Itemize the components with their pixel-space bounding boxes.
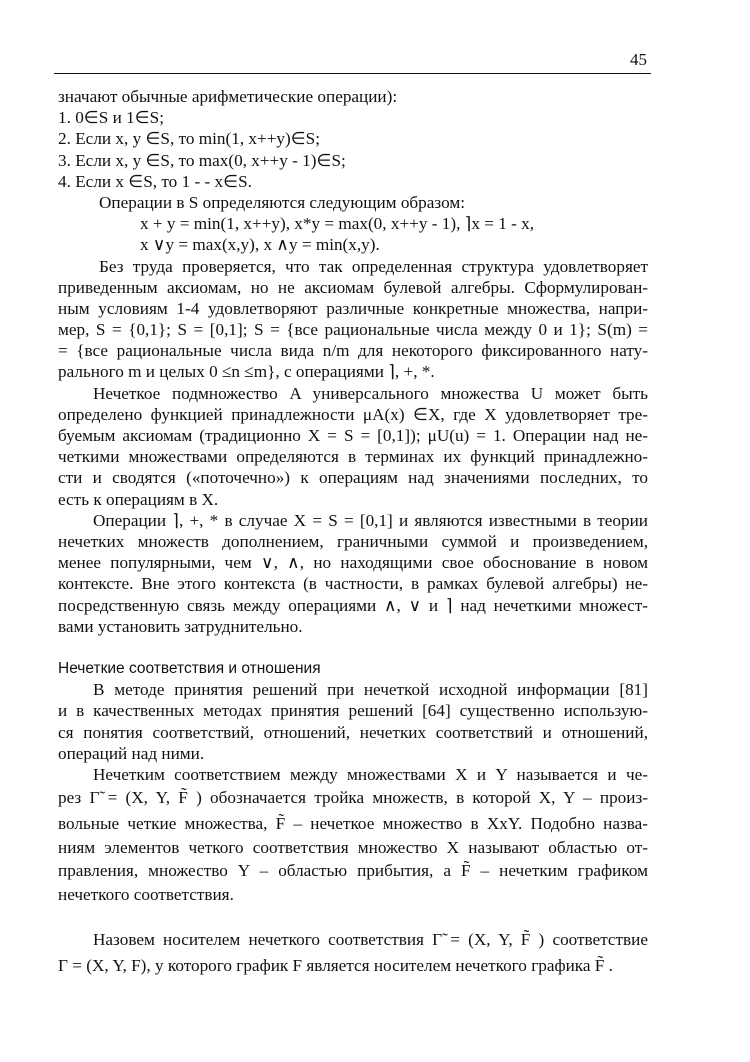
text-line: определено функцией принадлежности μA(x) ∈X, где X удовлетворяет тре- — [58, 404, 648, 424]
text-line: значают обычные арифметические операции): — [58, 87, 398, 106]
text-line: x + y = min(1, x++y), x*y = max(0, x++y - 1), ⌉x = 1 - x, — [140, 214, 535, 234]
text-line: вольные четкие множества, F̃ – нечеткое множество в XxY. Подобно назва- — [58, 814, 648, 834]
text-line: Операции ⌉, +, * в случае X = S = [0,1] и являются известными в теории — [93, 510, 648, 530]
text-line: и в качественных методах принятия решений [64] существенно использую- — [58, 701, 648, 721]
text-line: контексте. Вне этого контекста (в частности, в рамках булевой алгебры) не- — [58, 574, 648, 594]
text-line: 2. Если x, y ∈S, то min(1, x++y)∈S; — [58, 129, 321, 149]
text-line: менее популярными, чем ∨, ∧, но находящими свое обоснование в новом — [58, 553, 648, 573]
text-line: В методе принятия решений при нечеткой исходной информации [81] — [93, 680, 648, 700]
header-rule — [54, 73, 651, 74]
text-line: x ∨y = max(x,y), x ∧y = min(x,y). — [140, 235, 380, 255]
body-text — [58, 86, 648, 979]
text-line: рез Γ̃ = (X, Y, F̃ ) обозначается тройка множеств, в которой X, Y – произ- — [58, 788, 648, 808]
text-line: посредственную связь между операциями ∧, ∨ и ⌉ над нечеткими множест- — [58, 595, 648, 615]
text-line: мер, S = {0,1}; S = [0,1]; S = {все рациональные числа между 0 и 1}; S(m) = — [58, 320, 648, 340]
text-line: есть к операциям в X. — [58, 489, 219, 509]
blank-line — [58, 637, 648, 658]
section-heading: Нечеткие соответствия и отношения — [58, 660, 321, 678]
blank-line — [58, 906, 648, 927]
text-line: Без труда проверяется, что так определенная структура удовлетворяет — [99, 256, 648, 276]
text-line: Нечеткое подмножество A универсального множества U может быть — [93, 383, 648, 403]
text-line: нечетких множеств дополнением, граничными суммой и произведением, — [58, 531, 648, 551]
text-line: нечеткого соответствия. — [58, 885, 234, 905]
text-line: Операции в S определяются следующим образом: — [99, 192, 465, 212]
text-line: четкими множествами определяются в терминах их функций принадлежно- — [58, 447, 648, 467]
text-line: ным условиям 1-4 удовлетворяют различные конкретные множества, напри- — [58, 298, 648, 318]
text-line: правления, множество Y – областью прибытия, а F̃ – нечетким графиком — [58, 861, 648, 881]
text-line: буемым аксиомам (традиционно X = S = [0,1]); μU(u) = 1. Операции над не- — [58, 426, 648, 445]
text-line: ся понятия соответствий, отношений, нечетких соответствий и отношений, — [58, 722, 648, 742]
text-line: рального m и целых 0 ≤n ≤m}, с операциями ⌉, +, *. — [58, 362, 435, 382]
text-line: ниям элементов четкого соответствия множество X называют областью от- — [58, 838, 648, 858]
text-line: приведенным аксиомам, но не аксиомам булевой алгебры. Сформулирован- — [58, 277, 648, 297]
text-line: сти и сводятся («поточечно») к операциям над значениями последних, то — [58, 468, 648, 488]
text-line: Нечетким соответствием между множествами X и Y называется и че- — [93, 765, 648, 784]
page-number: 45 — [630, 50, 647, 69]
text-line: Назовем носителем нечеткого соответствия Γ̃ = (X, Y, F̃ ) соответствие — [93, 929, 648, 949]
text-line: 4. Если x ∈S, то 1 - - x∈S. — [58, 171, 252, 191]
text-line: = {все рациональные числа вида n/m для некоторого фиксированного нату- — [58, 341, 648, 361]
text-line: 1. 0∈S и 1∈S; — [58, 108, 165, 128]
text-line: операций над ними. — [58, 743, 205, 763]
text-line: Γ = (X, Y, F), у которого график F является носителем нечеткого графика F̃ . — [58, 955, 613, 975]
text-line: 3. Если x, y ∈S, то max(0, x++y - 1)∈S; — [58, 150, 346, 170]
text-line: вами установить затруднительно. — [58, 616, 303, 636]
